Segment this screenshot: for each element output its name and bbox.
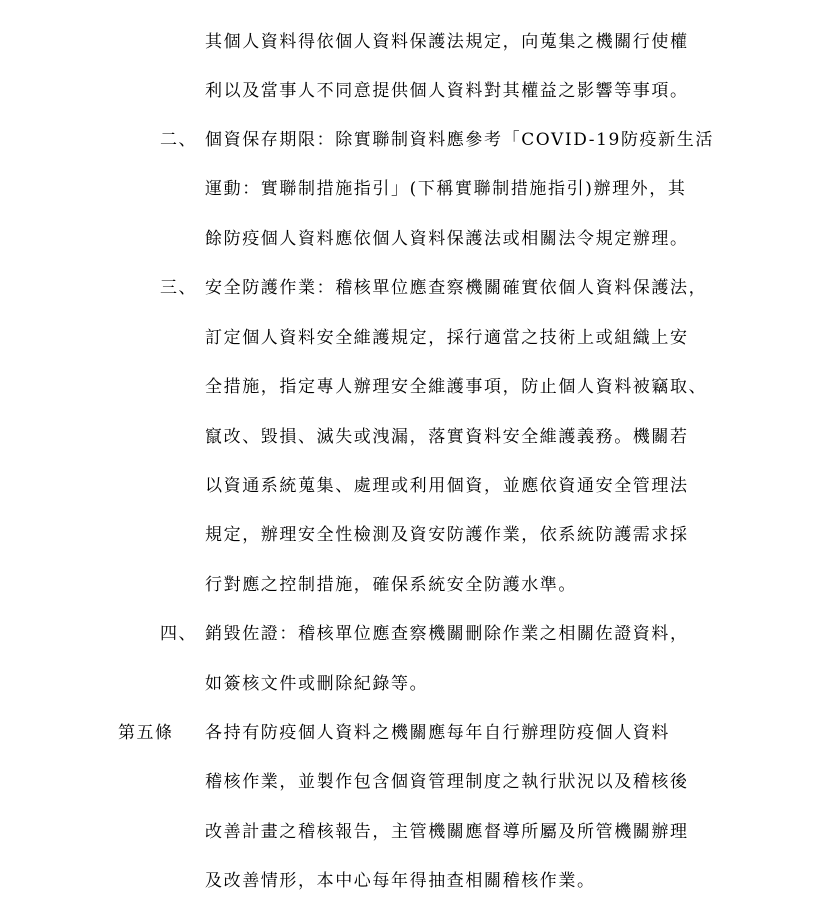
paragraph-line: 及改善情形，本中心每年得抽查相關稽核作業。 <box>205 871 596 891</box>
paragraph-line: 餘防疫個人資料應依個人資料保護法或相關法令規定辦理。 <box>205 229 689 249</box>
paragraph-line: 利以及當事人不同意提供個人資料對其權益之影響等事項。 <box>205 81 689 101</box>
paragraph-line: 安全防護作業：稽核單位應查察機關確實依個人資料保護法， <box>205 278 708 298</box>
item-number: 二、 <box>160 130 197 150</box>
paragraph-line: 各持有防疫個人資料之機關應每年自行辦理防疫個人資料 <box>205 723 670 743</box>
paragraph-line: 銷毀佐證：稽核單位應查察機關刪除作業之相關佐證資料， <box>205 624 689 644</box>
paragraph-line: 其個人資料得依個人資料保護法規定，向蒐集之機關行使權 <box>205 32 689 52</box>
paragraph-line: 竄改、毀損、滅失或洩漏，落實資料安全維護義務。機關若 <box>205 427 689 447</box>
article-number: 第五條 <box>118 723 174 743</box>
paragraph-line: 行對應之控制措施，確保系統安全防護水準。 <box>205 575 577 595</box>
paragraph-line: 改善計畫之稽核報告，主管機關應督導所屬及所管機關辦理 <box>205 822 689 842</box>
paragraph-line: 規定，辦理安全性檢測及資安防護作業，依系統防護需求採 <box>205 525 689 545</box>
paragraph-line: 稽核作業，並製作包含個資管理制度之執行狀況以及稽核後 <box>205 772 689 792</box>
paragraph-line: 以資通系統蒐集、處理或利用個資，並應依資通安全管理法 <box>205 476 689 496</box>
paragraph-line: 如簽核文件或刪除紀錄等。 <box>205 674 429 694</box>
paragraph-line: 全措施，指定專人辦理安全維護事項，防止個人資料被竊取、 <box>205 377 708 397</box>
item-number: 四、 <box>160 624 197 644</box>
paragraph-line: 運動：實聯制措施指引」(下稱實聯制措施指引)辦理外，其 <box>205 179 687 199</box>
item-number: 三、 <box>160 278 197 298</box>
paragraph-line: 訂定個人資料安全維護規定，採行適當之技術上或組織上安 <box>205 328 689 348</box>
paragraph-line: 個資保存期限：除實聯制資料應參考「COVID-19防疫新生活 <box>205 130 714 150</box>
